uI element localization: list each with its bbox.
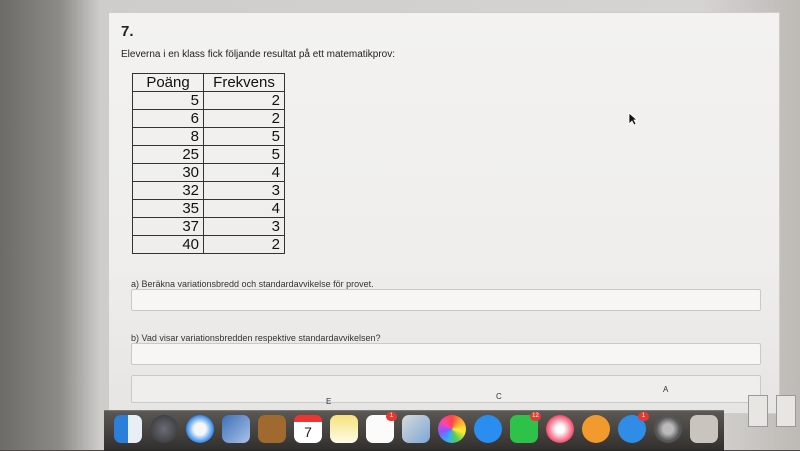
- photo-preview-icon[interactable]: [222, 415, 250, 443]
- table-row: [133, 92, 285, 110]
- system-preferences-gear-icon[interactable]: [654, 415, 682, 443]
- cell-frekvens: 2: [204, 110, 285, 128]
- cell-frekvens: 3: [204, 182, 285, 200]
- cell-frekvens: 2: [204, 236, 285, 254]
- cell-poang: 40: [133, 236, 204, 254]
- notes-icon[interactable]: [330, 415, 358, 443]
- document-stack-icon[interactable]: [690, 415, 718, 443]
- table-row: [133, 164, 285, 182]
- header-frekvens: Frekvens: [204, 74, 285, 92]
- table-header-row: [133, 74, 285, 92]
- cell-frekvens: 2: [204, 92, 285, 110]
- reminders-icon[interactable]: [366, 415, 394, 443]
- cell-poang: 5: [133, 92, 204, 110]
- mouse-cursor-icon: [628, 112, 638, 126]
- question-a-text: a) Beräkna variationsbredd och standardavvikelse för provet.: [131, 279, 374, 289]
- finder-icon[interactable]: [114, 415, 142, 443]
- key-letter-e: E: [326, 397, 332, 406]
- app-store-badge: 1: [638, 412, 649, 421]
- table-row: [133, 146, 285, 164]
- cell-poang: 35: [133, 200, 204, 218]
- question-b-text: b) Vad visar variationsbredden respektive standardavvikelsen?: [131, 333, 381, 343]
- preview-icon[interactable]: [402, 415, 430, 443]
- cell-poang: 30: [133, 164, 204, 182]
- document-page: [108, 12, 780, 414]
- question-number: 7.: [121, 23, 134, 40]
- facetime-camera-icon[interactable]: [510, 415, 538, 443]
- cell-frekvens: 4: [204, 164, 285, 182]
- cell-poang: 32: [133, 182, 204, 200]
- cell-frekvens: 5: [204, 128, 285, 146]
- answer-b-field[interactable]: [131, 343, 761, 365]
- frequency-table: [132, 73, 285, 254]
- dock: [104, 410, 724, 451]
- ibooks-icon[interactable]: [582, 415, 610, 443]
- calendar-icon[interactable]: [294, 415, 322, 443]
- launchpad-rocket-icon[interactable]: [150, 415, 178, 443]
- table-row: [133, 200, 285, 218]
- messages-badge: 12: [530, 412, 541, 421]
- photos-icon[interactable]: [438, 415, 466, 443]
- safari-compass-icon[interactable]: [186, 415, 214, 443]
- table-row: [133, 182, 285, 200]
- table-row: [133, 236, 285, 254]
- contacts-book-icon[interactable]: [258, 415, 286, 443]
- table-row: [133, 218, 285, 236]
- table-row: [133, 110, 285, 128]
- cell-frekvens: 3: [204, 218, 285, 236]
- table-row: [133, 128, 285, 146]
- calendar-day-number: 7: [304, 424, 312, 440]
- cell-poang: 8: [133, 128, 204, 146]
- answer-a-field[interactable]: [131, 289, 761, 311]
- cell-poang: 25: [133, 146, 204, 164]
- key-letter-a: A: [663, 385, 669, 394]
- cell-poang: 6: [133, 110, 204, 128]
- reminders-badge: 1: [386, 412, 397, 421]
- header-poang: Poäng: [133, 74, 204, 92]
- question-intro: Eleverna i en klass fick följande resultat på ett matematikprov:: [121, 49, 396, 60]
- itunes-music-icon[interactable]: [546, 415, 574, 443]
- cell-frekvens: 5: [204, 146, 285, 164]
- trash-icon[interactable]: [776, 395, 796, 427]
- cell-frekvens: 4: [204, 200, 285, 218]
- desktop-file-icon[interactable]: [748, 395, 768, 427]
- app-store-icon[interactable]: [618, 415, 646, 443]
- cell-poang: 37: [133, 218, 204, 236]
- key-letter-c: C: [496, 392, 502, 401]
- messages-bubble-icon[interactable]: [474, 415, 502, 443]
